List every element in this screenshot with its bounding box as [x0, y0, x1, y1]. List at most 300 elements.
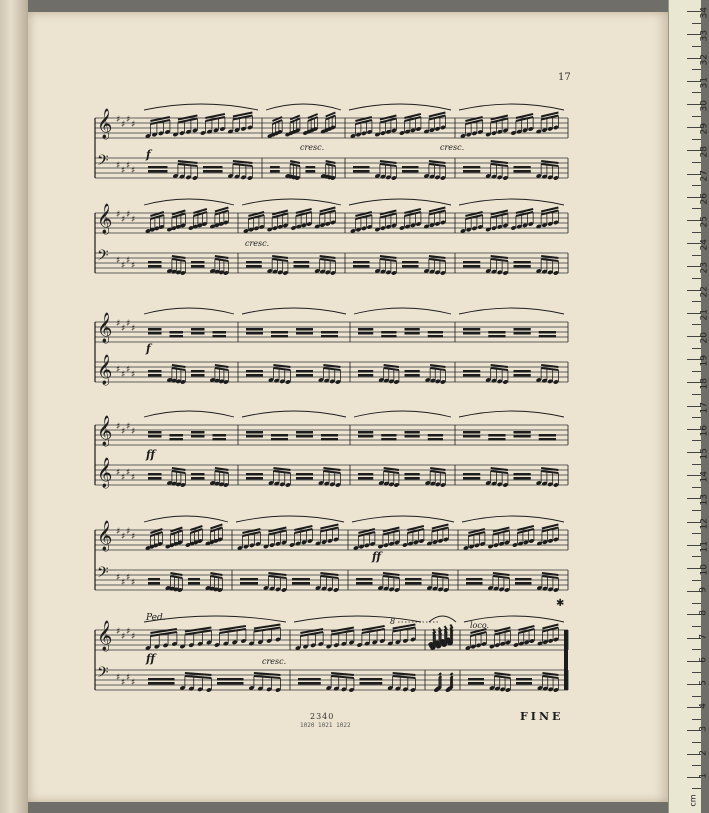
beam-block: [381, 438, 396, 441]
key-sharp: ♯: [121, 473, 126, 483]
beam-block: [270, 170, 280, 173]
beam-block: [539, 331, 556, 334]
bass-clef: 𝄢: [97, 564, 109, 585]
beam-block: [203, 170, 223, 173]
beam: [273, 368, 290, 370]
treble-clef: 𝄞: [97, 109, 113, 139]
slur: [352, 516, 454, 522]
expression-marking: cresc.: [245, 239, 270, 248]
beam: [331, 676, 354, 678]
slur: [144, 411, 234, 417]
beam-block: [246, 261, 262, 264]
beam-block: [188, 578, 200, 581]
key-sharp: ♯: [116, 210, 121, 220]
ruler-label: 13: [699, 494, 709, 506]
beam: [429, 164, 446, 166]
plate-sub-number: 1020 1021 1022: [300, 722, 351, 729]
ruler-half-tick: [692, 371, 701, 372]
beam-block: [306, 170, 316, 173]
expression-marking: cresc.: [440, 143, 465, 152]
beam-block: [213, 335, 227, 338]
beam-block: [246, 374, 263, 377]
slur: [349, 104, 451, 110]
key-sharp: ♯: [121, 632, 126, 642]
beam-block: [271, 335, 288, 338]
beam: [491, 368, 508, 370]
beam-block: [514, 431, 531, 434]
beam-block: [515, 582, 532, 585]
beam: [215, 368, 229, 370]
beam-block: [466, 578, 483, 581]
bass-clef: 𝄢: [97, 664, 109, 685]
beam-block: [170, 438, 184, 441]
beam-block: [381, 434, 396, 437]
ruler-half-tick: [692, 116, 701, 117]
beam-block: [463, 328, 480, 331]
treble-clef: 𝄞: [97, 458, 113, 488]
dynamic-marking: ff: [146, 448, 156, 461]
slur: [266, 104, 341, 110]
dynamic-marking: f: [146, 148, 151, 161]
ruler-half-tick: [692, 765, 701, 766]
beam: [178, 164, 198, 166]
key-sharp: ♯: [116, 673, 121, 683]
beam-block: [514, 473, 531, 476]
beam: [320, 576, 338, 578]
beam-block: [294, 261, 310, 264]
beam: [172, 259, 186, 261]
slur: [429, 616, 456, 622]
beam-block: [191, 374, 205, 377]
beam-block: [488, 438, 505, 441]
beam-block: [321, 335, 338, 338]
ruler-half-tick: [692, 348, 701, 349]
ruler-half-tick: [692, 92, 701, 93]
key-sharp: ♯: [126, 210, 131, 220]
beam: [380, 259, 397, 261]
beam-block: [356, 578, 373, 581]
beam-block: [191, 431, 205, 434]
beam-block: [217, 678, 244, 681]
ruler-label: 14: [699, 471, 709, 483]
ruler-label: 20: [699, 332, 709, 344]
beam-block: [353, 261, 370, 264]
beam-block: [292, 578, 310, 581]
dynamic-marking: ff: [372, 550, 382, 563]
expression-marking: 8: [390, 617, 396, 626]
beam: [493, 576, 510, 578]
beam-block: [321, 331, 338, 334]
key-sharp: ♯: [126, 527, 131, 537]
slur: [462, 516, 564, 522]
treble-clef: 𝄞: [97, 355, 113, 385]
ruler-half-tick: [692, 464, 701, 465]
beam-block: [170, 335, 184, 338]
key-sharp: ♯: [131, 120, 136, 130]
ruler-label: 3: [699, 726, 709, 733]
beam-block: [358, 374, 373, 377]
key-sharp: ♯: [116, 527, 121, 537]
ruler-half-tick: [692, 603, 701, 604]
beam-block: [271, 434, 288, 437]
beam-block: [463, 332, 480, 335]
key-sharp: ♯: [131, 532, 136, 542]
beam: [491, 164, 508, 166]
beam-block: [148, 370, 162, 373]
beam-block: [463, 435, 480, 438]
ruler-half-tick: [692, 672, 701, 673]
beam-block: [468, 682, 484, 685]
beam: [430, 368, 445, 370]
ruler-label: 29: [699, 123, 709, 135]
beam-block: [514, 328, 531, 331]
beam-block: [213, 438, 227, 441]
beam-block: [298, 682, 321, 685]
measurement-ruler: [668, 0, 709, 813]
beam: [393, 676, 416, 678]
ruler-half-tick: [692, 162, 701, 163]
beam: [210, 576, 222, 578]
key-sharp: ♯: [116, 365, 121, 375]
beam-block: [381, 335, 396, 338]
beam-block: [405, 473, 420, 476]
ruler-half-tick: [692, 394, 701, 395]
beam-block: [296, 370, 313, 373]
beam-block: [170, 434, 184, 437]
beam-block: [213, 434, 227, 437]
ruler-half-tick: [692, 788, 701, 789]
beam-block: [514, 435, 531, 438]
key-sharp: ♯: [126, 365, 131, 375]
beam-block: [148, 166, 168, 169]
ruler-label: 25: [699, 216, 709, 228]
beam: [380, 164, 397, 166]
beam: [290, 164, 300, 166]
beam-block: [405, 435, 420, 438]
beam-block: [213, 331, 227, 334]
beam-block: [191, 477, 205, 480]
beam-block: [488, 331, 505, 334]
beam: [215, 471, 229, 473]
beam-block: [148, 332, 162, 335]
ruler-half-tick: [692, 278, 701, 279]
beam-block: [360, 682, 383, 685]
beam-block: [463, 265, 480, 268]
beam: [430, 471, 445, 473]
beam-block: [246, 332, 263, 335]
key-sharp: ♯: [116, 627, 121, 637]
beam: [541, 368, 558, 370]
beam: [384, 368, 399, 370]
beam-block: [148, 435, 162, 438]
ruler-half-tick: [692, 139, 701, 140]
beam-block: [148, 265, 162, 268]
beam-block: [514, 332, 531, 335]
ruler-label: 11: [699, 540, 709, 553]
key-sharp: ♯: [116, 115, 121, 125]
treble-clef: 𝄞: [97, 521, 113, 551]
beam: [542, 676, 558, 678]
beam-block: [353, 265, 370, 268]
key-sharp: ♯: [131, 473, 136, 483]
slur: [144, 308, 234, 314]
beam-block: [463, 431, 480, 434]
ruler-half-tick: [692, 742, 701, 743]
beam: [172, 471, 186, 473]
beam-block: [296, 374, 313, 377]
beam-block: [240, 582, 258, 585]
beam-block: [515, 578, 532, 581]
beam: [384, 471, 399, 473]
beam-block: [405, 431, 420, 434]
beam-block: [405, 578, 422, 581]
ruler-unit: cm: [688, 794, 698, 807]
beam-block: [463, 170, 480, 173]
beam-block: [191, 261, 205, 264]
slur: [236, 516, 344, 522]
beam-block: [296, 435, 313, 438]
bass-clef: 𝄢: [97, 152, 109, 173]
beam-block: [217, 682, 244, 685]
beam-block: [539, 434, 556, 437]
key-sharp: ♯: [116, 319, 121, 329]
beam-block: [463, 261, 480, 264]
key-sharp: ♯: [131, 324, 136, 334]
ruler-label: 21: [699, 308, 709, 321]
ruler-label: 32: [699, 53, 709, 66]
beam-block: [405, 374, 420, 377]
beam-block: [514, 265, 531, 268]
slur: [354, 411, 451, 417]
beam: [541, 164, 558, 166]
ruler-label: 28: [699, 146, 709, 158]
ruler-label: 17: [699, 401, 709, 414]
ruler-half-tick: [692, 69, 701, 70]
ruler-label: 8: [699, 610, 709, 617]
beam-block: [514, 261, 531, 264]
beam-block: [296, 328, 313, 331]
beam-block: [428, 438, 443, 441]
final-bar: [564, 630, 568, 690]
key-sharp: ♯: [116, 161, 121, 171]
ruler-label: 9: [699, 587, 709, 593]
key-sharp: ♯: [116, 468, 121, 478]
slur: [459, 308, 564, 314]
beam-block: [402, 265, 419, 268]
beam-block: [296, 431, 313, 434]
beam-block: [191, 473, 205, 476]
beam-block: [203, 166, 223, 169]
beam: [273, 471, 290, 473]
key-sharp: ♯: [126, 627, 131, 637]
beam-block: [381, 331, 396, 334]
beam-block: [188, 582, 200, 585]
beam-block: [402, 166, 419, 169]
beam-block: [321, 438, 338, 441]
beam: [429, 259, 446, 261]
beam-block: [356, 582, 373, 585]
pedal-release-mark: ✱: [556, 598, 565, 609]
slur: [459, 411, 564, 417]
key-sharp: ♯: [116, 573, 121, 583]
beam-block: [148, 261, 162, 264]
beam-block: [358, 328, 373, 331]
beam-block: [191, 265, 205, 268]
beam: [432, 576, 449, 578]
ruler-half-tick: [692, 556, 701, 557]
slur: [459, 104, 564, 110]
fine-marking: FINE: [520, 710, 564, 723]
expression-marking: loco.: [470, 621, 490, 630]
beam-block: [296, 473, 313, 476]
page-number: 17: [558, 72, 571, 83]
beam-block: [466, 582, 483, 585]
key-sharp: ♯: [121, 678, 126, 688]
beam-block: [428, 335, 443, 338]
ruler-label: 6: [699, 656, 709, 663]
ruler-half-tick: [692, 23, 701, 24]
beam-block: [358, 370, 373, 373]
beam-block: [271, 331, 288, 334]
ruler-label: 5: [699, 680, 709, 686]
beam-block: [148, 374, 162, 377]
beam-block: [246, 477, 263, 480]
key-sharp: ♯: [121, 532, 126, 542]
ruler-half-tick: [692, 232, 701, 233]
ruler-label: 33: [699, 30, 709, 42]
beam-block: [191, 328, 205, 331]
beam-block: [148, 578, 160, 581]
beam-block: [353, 170, 370, 173]
beam: [185, 676, 212, 678]
ruler-label: 22: [699, 285, 709, 298]
slur: [144, 199, 234, 205]
beam-block: [246, 328, 263, 331]
slur: [242, 308, 346, 314]
beam-block: [191, 370, 205, 373]
ruler-label: 23: [699, 262, 709, 274]
slur: [144, 516, 228, 522]
key-sharp: ♯: [126, 673, 131, 683]
beam-block: [148, 473, 162, 476]
beam-block: [240, 578, 258, 581]
beam-block: [463, 473, 480, 476]
beam-block: [246, 431, 263, 434]
ruler-half-tick: [692, 626, 701, 627]
ruler-half-tick: [692, 440, 701, 441]
treble-clef: 𝄞: [97, 621, 113, 651]
beam-block: [463, 166, 480, 169]
beam-block: [246, 435, 263, 438]
plate-number: 2340: [310, 712, 335, 721]
ruler-half-tick: [692, 719, 701, 720]
beam: [491, 259, 508, 261]
key-sharp: ♯: [126, 115, 131, 125]
ruler-half-tick: [692, 533, 701, 534]
beam-block: [306, 166, 316, 169]
key-sharp: ♯: [126, 422, 131, 432]
slur: [349, 199, 451, 205]
treble-clef: 𝄞: [97, 204, 113, 234]
beam-block: [296, 332, 313, 335]
slur: [144, 104, 258, 110]
ruler-label: 7: [699, 633, 709, 640]
treble-clef: 𝄞: [97, 313, 113, 343]
key-sharp: ♯: [121, 120, 126, 130]
key-sharp: ♯: [131, 215, 136, 225]
key-sharp: ♯: [131, 678, 136, 688]
beam-block: [148, 477, 162, 480]
beam-block: [428, 331, 443, 334]
dynamic-marking: f: [146, 342, 151, 355]
key-sharp: ♯: [131, 370, 136, 380]
beam-block: [405, 370, 420, 373]
slur: [242, 199, 341, 205]
beam: [233, 164, 253, 166]
ruler-label: 31: [699, 76, 709, 89]
key-sharp: ♯: [131, 166, 136, 176]
key-sharp: ♯: [131, 632, 136, 642]
ruler-half-tick: [692, 649, 701, 650]
beam: [323, 368, 340, 370]
ruler-label: 16: [699, 424, 709, 437]
beam-block: [514, 170, 531, 173]
beam: [272, 259, 288, 261]
slur: [242, 411, 346, 417]
beam-block: [514, 477, 531, 480]
key-sharp: ♯: [121, 166, 126, 176]
beam-block: [358, 435, 373, 438]
beam: [320, 259, 336, 261]
key-sharp: ♯: [121, 324, 126, 334]
beam: [541, 471, 558, 473]
ruler-label: 24: [699, 239, 709, 251]
beam: [170, 576, 182, 578]
ruler-label: 18: [699, 378, 709, 390]
beam-block: [148, 431, 162, 434]
key-sharp: ♯: [116, 422, 121, 432]
key-sharp: ♯: [126, 319, 131, 329]
beam-block: [539, 335, 556, 338]
beam: [542, 576, 559, 578]
beam-block: [321, 434, 338, 437]
ruler-label: 34: [699, 7, 709, 19]
ruler-label: 2: [699, 749, 709, 756]
beam-block: [405, 477, 420, 480]
expression-marking: cresc.: [262, 657, 287, 666]
beam-block: [246, 473, 263, 476]
beam-block: [488, 335, 505, 338]
beam: [326, 164, 336, 166]
beam-block: [246, 265, 262, 268]
beam: [254, 676, 281, 678]
beam-block: [405, 328, 420, 331]
ruler-half-tick: [692, 487, 701, 488]
key-sharp: ♯: [116, 256, 121, 266]
beam-block: [191, 332, 205, 335]
beam-block: [270, 166, 280, 169]
beam: [268, 576, 286, 578]
ruler-half-tick: [692, 255, 701, 256]
beam-block: [148, 328, 162, 331]
ruler-half-tick: [692, 208, 701, 209]
key-sharp: ♯: [131, 427, 136, 437]
beam-block: [463, 477, 480, 480]
ruler-half-tick: [692, 417, 701, 418]
ruler-half-tick: [692, 324, 701, 325]
beam: [491, 471, 508, 473]
beam-block: [428, 434, 443, 437]
